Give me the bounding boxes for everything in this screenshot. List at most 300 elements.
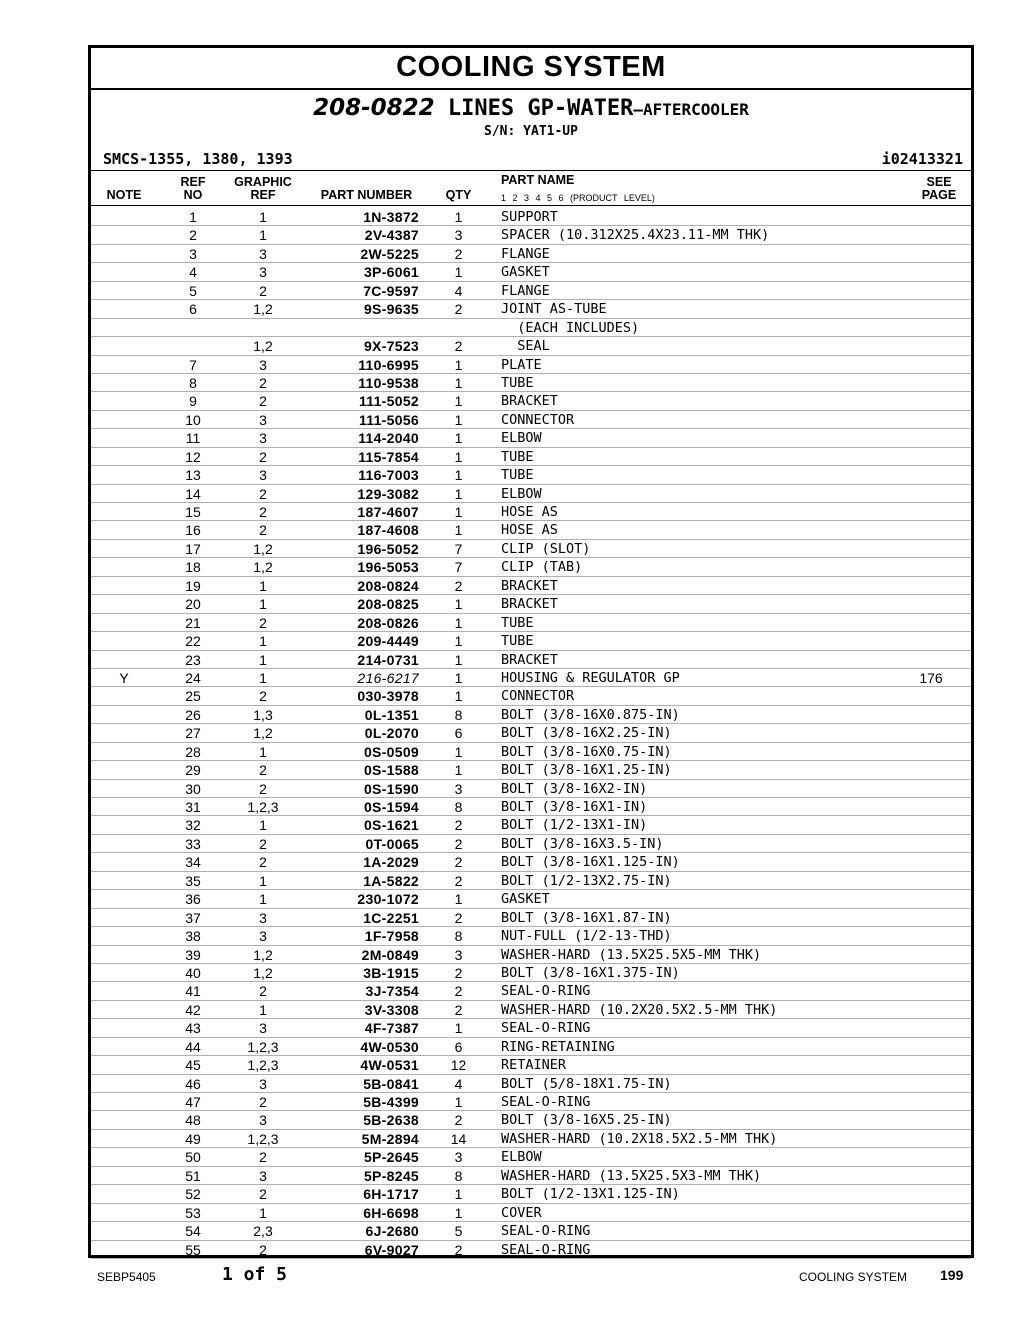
part-number-cell: 208-0824 — [357, 577, 419, 594]
ref-no-cell: 7 — [189, 356, 197, 373]
col-part-name: PART NAME — [501, 173, 575, 187]
graphic-ref-cell: 3 — [259, 928, 267, 945]
qty-cell: 3 — [454, 946, 463, 963]
part-name-cell: SPACER (10.312X25.4X23.11-MM THK) — [501, 227, 770, 244]
ref-no-cell: 2 — [189, 227, 197, 244]
qty-cell: 2 — [454, 338, 463, 355]
qty-cell: 2 — [454, 983, 463, 1000]
part-name-cell: COVER — [501, 1204, 542, 1221]
graphic-ref-cell: 2 — [259, 282, 267, 299]
qty-cell: 1 — [454, 356, 463, 373]
part-number-cell: 9X-7523 — [363, 338, 419, 355]
part-number-cell: 1N-3872 — [363, 209, 419, 225]
graphic-ref-cell: 1 — [259, 577, 267, 594]
ref-no-cell: 46 — [185, 1075, 201, 1092]
section-title: COOLING SYSTEM — [396, 51, 666, 83]
part-name-cell: HOUSING & REGULATOR GP — [501, 669, 680, 686]
table-row — [91, 282, 971, 300]
col-ref-bottom: NO — [183, 188, 203, 202]
qty-cell: 1 — [454, 762, 463, 779]
part-name-cell: BRACKET — [501, 651, 558, 668]
part-name-cell: BOLT (3/8-16X1.87-IN) — [501, 909, 672, 926]
qty-cell: 1 — [454, 743, 463, 760]
qty-cell: 1 — [454, 1186, 463, 1203]
table-row — [91, 485, 971, 503]
col-see-bottom: PAGE — [921, 188, 957, 202]
part-name-cell: SEAL-O-RING — [501, 1020, 591, 1037]
part-number-cell: 6V-9027 — [364, 1241, 419, 1258]
qty-cell: 8 — [454, 1167, 463, 1184]
table-row — [91, 1001, 971, 1019]
column-header-divider — [91, 205, 971, 206]
graphic-ref-cell: 2 — [259, 1094, 267, 1110]
graphic-ref-cell: 3 — [259, 264, 267, 281]
graphic-ref-cell: 1,2 — [253, 946, 273, 963]
part-name-cell: WASHER-HARD (10.2X20.5X2.5-MM THK) — [501, 1001, 778, 1018]
group-title — [91, 95, 971, 121]
qty-cell: 1 — [454, 1020, 463, 1037]
ref-no-cell: 20 — [185, 596, 201, 613]
col-note: NOTE — [106, 188, 142, 202]
qty-cell: 1 — [454, 596, 463, 613]
part-name-cell: TUBE — [501, 374, 534, 391]
part-name-cell: CLIP (SLOT) — [501, 540, 591, 557]
qty-cell: 8 — [454, 706, 463, 723]
qty-cell: 2 — [454, 301, 463, 318]
part-name-cell: BOLT (5/8-18X1.75-IN) — [501, 1075, 672, 1092]
table-row — [91, 411, 971, 429]
table-row — [91, 540, 971, 558]
ref-no-cell: 3 — [189, 245, 197, 262]
table-row — [91, 392, 971, 410]
table-row — [91, 651, 971, 669]
see-page-cell: 176 — [919, 669, 943, 686]
part-name-cell: SEAL-O-RING — [501, 1223, 591, 1240]
part-name-cell: BOLT (3/8-16X1.25-IN) — [501, 762, 672, 779]
part-name-cell: JOINT AS-TUBE — [501, 301, 607, 318]
qty-cell: 1 — [454, 411, 463, 428]
col-part-number: PART NUMBER — [320, 188, 413, 202]
part-number-cell: 129-3082 — [357, 485, 419, 502]
part-number-cell: 030-3978 — [357, 688, 419, 705]
part-name-cell: SEAL-O-RING — [501, 1094, 591, 1110]
table-row — [91, 466, 971, 484]
part-number-cell: 187-4608 — [357, 522, 419, 539]
table-row — [91, 927, 971, 945]
publication-number: SEBP5405 — [97, 1270, 156, 1284]
table-row — [91, 614, 971, 632]
ref-no-cell: 18 — [185, 559, 201, 576]
graphic-ref-cell: 2 — [259, 614, 267, 631]
col-qty: QTY — [445, 188, 472, 202]
part-number-cell: 5P-8245 — [363, 1167, 419, 1184]
qty-cell: 1 — [454, 688, 463, 705]
graphic-ref-cell: 2 — [259, 1186, 267, 1203]
part-number-cell: 4F-7387 — [364, 1020, 419, 1037]
qty-cell: 3 — [454, 1149, 463, 1166]
qty-cell: 2 — [454, 1241, 463, 1258]
illustration-id: i02413321 — [881, 150, 963, 168]
graphic-ref-cell: 1 — [259, 669, 267, 686]
ref-no-cell: 40 — [185, 964, 201, 981]
ref-no-cell: 35 — [185, 872, 201, 889]
graphic-ref-cell: 1 — [259, 743, 267, 760]
part-name-cell: BOLT (3/8-16X0.875-IN) — [501, 706, 680, 723]
part-name-cell: BRACKET — [501, 596, 558, 613]
table-row — [91, 1019, 971, 1037]
table-row — [91, 890, 971, 908]
graphic-ref-cell: 1 — [259, 817, 267, 834]
table-row — [91, 1241, 971, 1259]
part-number-cell: 115-7854 — [358, 448, 419, 465]
ref-no-cell: 44 — [185, 1038, 201, 1055]
table-row — [91, 761, 971, 779]
part-number-cell: 5M-2894 — [361, 1130, 419, 1147]
table-row — [91, 1185, 971, 1203]
part-name-cell: CONNECTOR — [501, 411, 575, 428]
table-row — [91, 1204, 971, 1222]
graphic-ref-cell: 2 — [259, 688, 267, 705]
ref-no-cell: 51 — [185, 1167, 201, 1184]
part-name-cell: HOSE AS — [501, 504, 558, 520]
part-name-cell: BOLT (3/8-16X1.125-IN) — [501, 854, 680, 871]
part-name-cell: BOLT (3/8-16X2-IN) — [501, 780, 648, 797]
part-name-cell: BOLT (1/2-13X2.75-IN) — [501, 872, 672, 889]
qty-cell: 1 — [454, 614, 463, 631]
graphic-ref-cell: 1,2,3 — [247, 1130, 279, 1147]
part-number-cell: 196-5053 — [357, 559, 419, 576]
ref-no-cell: 37 — [185, 909, 201, 926]
header-divider — [91, 170, 971, 171]
table-row — [91, 1167, 971, 1185]
part-number-cell: 3P-6061 — [363, 264, 419, 281]
graphic-ref-cell: 3 — [259, 467, 267, 484]
part-name-cell: BOLT (3/8-16X2.25-IN) — [501, 725, 672, 742]
part-name-cell: FLANGE — [501, 282, 550, 299]
ref-no-cell: 21 — [185, 614, 201, 631]
qty-cell: 2 — [454, 817, 463, 834]
part-name-cell: WASHER-HARD (13.5X25.5X3-MM THK) — [501, 1167, 762, 1184]
part-number-cell: 3B-1915 — [363, 964, 419, 981]
graphic-ref-cell: 3 — [259, 245, 267, 262]
qty-cell: 1 — [454, 891, 463, 908]
part-number-cell: 0S-0509 — [363, 743, 419, 760]
table-row — [91, 429, 971, 447]
graphic-ref-cell: 1 — [259, 596, 267, 613]
footer-section: COOLING SYSTEM — [799, 1270, 908, 1284]
qty-cell: 2 — [454, 964, 463, 981]
ref-no-cell: 41 — [185, 983, 201, 1000]
part-number-cell: 114-2040 — [358, 430, 419, 447]
graphic-ref-cell: 1,2,3 — [247, 1057, 279, 1074]
qty-cell: 1 — [454, 522, 463, 539]
ref-no-cell: 10 — [185, 411, 201, 428]
part-name-cell: (EACH INCLUDES) — [501, 319, 640, 336]
table-row — [91, 319, 971, 337]
graphic-ref-cell: 1 — [259, 891, 267, 908]
part-number-cell: 0T-0065 — [365, 835, 419, 852]
graphic-ref-cell: 3 — [259, 1167, 267, 1184]
qty-cell: 12 — [450, 1057, 467, 1074]
table-row — [91, 964, 971, 982]
table-row — [91, 816, 971, 834]
qty-cell: 6 — [454, 1038, 463, 1055]
part-name-cell: SEAL-O-RING — [501, 1241, 591, 1258]
part-name-cell: SUPPORT — [501, 209, 558, 225]
qty-cell: 6 — [454, 725, 463, 742]
graphic-ref-cell: 3 — [259, 909, 267, 926]
part-name-cell: ELBOW — [501, 430, 542, 447]
part-name-cell: BOLT (1/2-13X1.125-IN) — [501, 1186, 680, 1203]
qty-cell: 2 — [454, 872, 463, 889]
part-name-cell: BOLT (3/8-16X3.5-IN) — [501, 835, 664, 852]
qty-cell: 4 — [454, 282, 463, 299]
qty-cell: 1 — [454, 504, 463, 520]
table-row — [91, 374, 971, 392]
part-number-cell: 5P-2645 — [363, 1149, 419, 1166]
ref-no-cell: 16 — [185, 522, 201, 539]
graphic-ref-cell: 1,2,3 — [247, 1038, 279, 1055]
table-row — [91, 982, 971, 1000]
table-row — [91, 448, 971, 466]
part-name-cell: GASKET — [501, 891, 550, 908]
table-row — [91, 872, 971, 890]
table-row — [91, 1130, 971, 1148]
table-row — [91, 743, 971, 761]
part-number-cell: 3V-3308 — [364, 1001, 419, 1018]
part-number-cell: 0S-1590 — [363, 780, 419, 797]
part-number-cell: 6H-1717 — [363, 1186, 419, 1203]
part-number-cell: 111-5056 — [358, 411, 419, 428]
table-row — [91, 798, 971, 816]
ref-no-cell: 13 — [185, 467, 201, 484]
ref-no-cell: 33 — [185, 835, 201, 852]
part-number-cell: 2W-5225 — [360, 245, 419, 262]
graphic-ref-cell: 1,2 — [253, 964, 273, 981]
part-name-cell: FLANGE — [501, 245, 550, 262]
table-row — [91, 687, 971, 705]
qty-cell: 1 — [454, 485, 463, 502]
title-band — [91, 48, 971, 90]
graphic-ref-cell: 1 — [259, 872, 267, 889]
graphic-ref-cell: 3 — [259, 356, 267, 373]
table-row — [91, 356, 971, 374]
part-number-cell: 116-7003 — [358, 467, 419, 484]
graphic-ref-cell: 1,2 — [253, 559, 273, 576]
table-row — [91, 595, 971, 613]
table-row — [91, 208, 971, 226]
graphic-ref-cell: 1 — [259, 209, 267, 225]
part-number-cell: 0L-2070 — [364, 725, 419, 742]
part-name-cell: GASKET — [501, 264, 550, 281]
ref-no-cell: 25 — [185, 688, 201, 705]
note-cell: Y — [119, 669, 129, 686]
graphic-ref-cell: 1,2 — [253, 540, 273, 557]
parts-list-frame — [88, 45, 974, 1258]
qty-cell: 2 — [454, 835, 463, 852]
ref-no-cell: 26 — [185, 706, 201, 723]
part-number-cell: 5B-4399 — [363, 1094, 419, 1110]
ref-no-cell: 45 — [185, 1057, 201, 1074]
col-ref-top: REF — [180, 175, 206, 189]
table-row — [91, 1093, 971, 1111]
qty-cell: 1 — [454, 651, 463, 668]
graphic-ref-cell: 2 — [259, 835, 267, 852]
part-name-cell: BOLT (3/8-16X1.375-IN) — [501, 964, 680, 981]
graphic-ref-cell: 2 — [259, 393, 267, 410]
graphic-ref-cell: 1 — [259, 227, 267, 244]
graphic-ref-cell: 3 — [259, 411, 267, 428]
part-name-cell: BOLT (3/8-16X5.25-IN) — [501, 1112, 672, 1129]
table-row — [91, 706, 971, 724]
part-number-cell: 7C-9597 — [363, 282, 419, 299]
part-number-cell: 0L-1351 — [364, 706, 419, 723]
qty-cell: 1 — [454, 1204, 463, 1221]
part-number-cell: 230-1072 — [357, 891, 419, 908]
ref-no-cell: 52 — [185, 1186, 201, 1203]
ref-no-cell: 34 — [185, 854, 201, 871]
graphic-ref-cell: 3 — [259, 430, 267, 447]
graphic-ref-cell: 2,3 — [253, 1223, 273, 1240]
table-row — [91, 558, 971, 576]
table-row — [91, 1148, 971, 1166]
group-name: LINES GP-WATER — [447, 96, 634, 121]
part-name-cell: BOLT (1/2-13X1-IN) — [501, 817, 648, 834]
qty-cell: 1 — [454, 1094, 463, 1110]
group-number: 208-0822 — [313, 95, 435, 121]
ref-no-cell: 22 — [185, 633, 201, 650]
table-row — [91, 1056, 971, 1074]
ref-no-cell: 11 — [185, 430, 201, 447]
part-number-cell: 0S-1588 — [363, 762, 419, 779]
ref-no-cell: 6 — [189, 301, 197, 318]
graphic-ref-cell: 1,2 — [253, 301, 273, 318]
qty-cell: 14 — [450, 1130, 467, 1147]
ref-no-cell: 12 — [185, 448, 201, 465]
qty-cell: 2 — [454, 854, 463, 871]
graphic-ref-cell: 1,2,3 — [247, 799, 279, 815]
ref-no-cell: 36 — [185, 891, 201, 908]
part-name-cell: CONNECTOR — [501, 688, 575, 705]
qty-cell: 1 — [454, 264, 463, 281]
product-levels: 1 2 3 4 5 6 (PRODUCT LEVEL) — [501, 193, 655, 203]
qty-cell: 2 — [454, 909, 463, 926]
graphic-ref-cell: 2 — [259, 522, 267, 539]
graphic-ref-cell: 2 — [259, 448, 267, 465]
col-graphic-bottom: REF — [250, 188, 276, 202]
graphic-ref-cell: 1 — [259, 633, 267, 650]
part-name-cell: WASHER-HARD (10.2X18.5X2.5-MM THK) — [501, 1130, 778, 1147]
part-number-cell: 4W-0531 — [360, 1057, 419, 1074]
ref-no-cell: 17 — [185, 540, 201, 557]
table-row — [91, 226, 971, 244]
parts-table — [91, 208, 971, 1259]
qty-cell: 8 — [454, 928, 463, 945]
part-number-cell: 1A-5822 — [363, 872, 419, 889]
graphic-ref-cell: 3 — [259, 1020, 267, 1037]
qty-cell: 5 — [454, 1223, 463, 1240]
graphic-ref-cell: 2 — [259, 504, 267, 520]
table-row — [91, 1222, 971, 1240]
ref-no-cell: 47 — [185, 1094, 201, 1110]
part-name-cell: CLIP (TAB) — [501, 559, 583, 576]
group-suffix: —AFTERCOOLER — [633, 100, 749, 119]
ref-no-cell: 32 — [185, 817, 201, 834]
part-name-cell: ELBOW — [501, 485, 542, 502]
part-number-cell: 1C-2251 — [363, 909, 419, 926]
page-number: 199 — [940, 1267, 964, 1283]
table-row — [91, 946, 971, 964]
part-number-cell: 1A-2029 — [363, 854, 419, 871]
graphic-ref-cell: 1 — [259, 651, 267, 668]
part-number-cell: 187-4607 — [357, 504, 419, 520]
graphic-ref-cell: 3 — [259, 1075, 267, 1092]
qty-cell: 7 — [454, 559, 463, 576]
part-name-cell: BOLT (3/8-16X1-IN) — [501, 799, 648, 815]
ref-no-cell: 8 — [189, 374, 197, 391]
part-name-cell: SEAL — [501, 338, 550, 355]
ref-no-cell: 43 — [185, 1020, 201, 1037]
qty-cell: 3 — [454, 227, 463, 244]
graphic-ref-cell: 1,3 — [253, 706, 273, 723]
part-name-cell: TUBE — [501, 467, 534, 484]
part-name-cell: RING-RETAINING — [501, 1038, 615, 1055]
graphic-ref-cell: 1,2 — [253, 725, 273, 742]
qty-cell: 1 — [454, 209, 463, 225]
part-number-cell: 209-4449 — [357, 633, 419, 650]
qty-cell: 3 — [454, 780, 463, 797]
table-row — [91, 835, 971, 853]
ref-no-cell: 39 — [185, 946, 201, 963]
part-name-cell: ELBOW — [501, 1149, 542, 1166]
part-number-cell: 4W-0530 — [360, 1038, 419, 1055]
page-of: 1 of 5 — [222, 1264, 288, 1285]
ref-no-cell: 15 — [185, 504, 201, 520]
part-number-cell: 216-6217 — [357, 669, 419, 686]
part-number-cell: 5B-0841 — [363, 1075, 419, 1092]
ref-no-cell: 55 — [185, 1241, 201, 1258]
ref-no-cell: 49 — [185, 1130, 201, 1147]
ref-no-cell: 4 — [189, 264, 197, 281]
part-number-cell: 2V-4387 — [364, 227, 419, 244]
part-name-cell: PLATE — [501, 356, 542, 373]
graphic-ref-cell: 1 — [259, 1001, 267, 1018]
table-row — [91, 263, 971, 281]
ref-no-cell: 9 — [189, 393, 197, 410]
qty-cell: 2 — [454, 1001, 463, 1018]
part-number-cell: 5B-2638 — [363, 1112, 419, 1129]
part-name-cell: BOLT (3/8-16X0.75-IN) — [501, 743, 672, 760]
part-number-cell: 6J-2680 — [365, 1223, 419, 1240]
part-name-cell: TUBE — [501, 633, 534, 650]
table-row — [91, 632, 971, 650]
ref-no-cell: 19 — [185, 577, 201, 594]
graphic-ref-cell: 2 — [259, 374, 267, 391]
qty-cell: 2 — [454, 245, 463, 262]
part-number-cell: 9S-9635 — [363, 301, 419, 318]
graphic-ref-cell: 2 — [259, 1149, 267, 1166]
qty-cell: 7 — [454, 540, 463, 557]
part-name-cell: BRACKET — [501, 577, 558, 594]
ref-no-cell: 38 — [185, 928, 201, 945]
ref-no-cell: 31 — [185, 799, 201, 815]
part-number-cell: 208-0825 — [357, 596, 419, 613]
ref-no-cell: 28 — [185, 743, 201, 760]
part-number-cell: 3J-7354 — [365, 983, 419, 1000]
part-number-cell: 196-5052 — [357, 540, 419, 557]
qty-cell: 1 — [454, 430, 463, 447]
table-row — [91, 577, 971, 595]
